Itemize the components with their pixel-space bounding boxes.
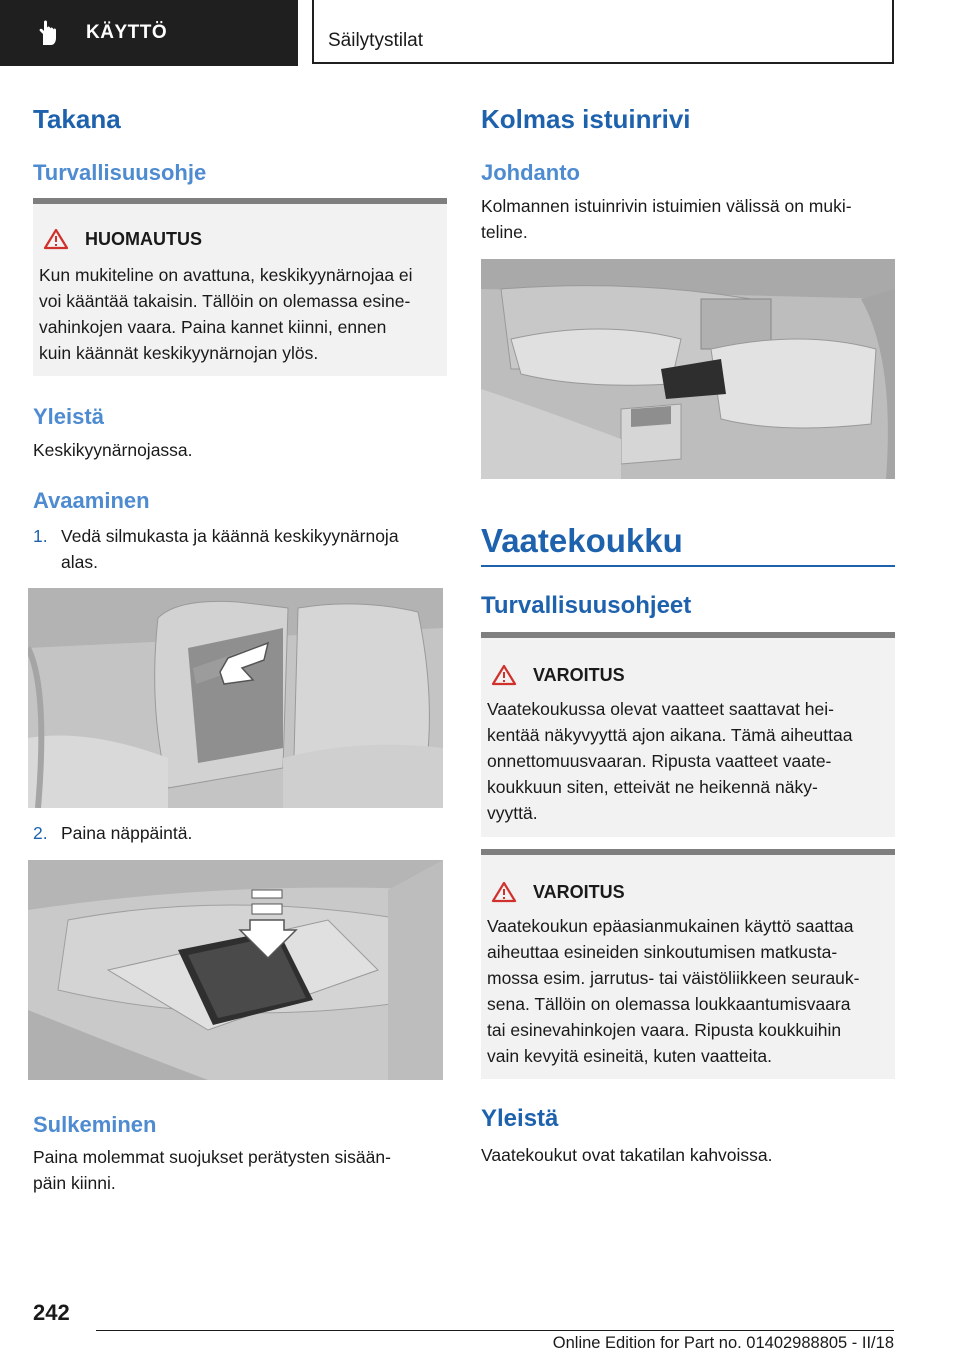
left-general-text: Keskikyynärnojassa. — [33, 440, 193, 460]
notice-title — [43, 228, 202, 250]
warning-line: kentää näkyvyyttä ajon aikana. Tämä aiheuttaa — [487, 725, 853, 745]
notice-line: voi kääntää takaisin. Tällöin on olemassa esine- — [39, 291, 411, 311]
left-title: Takana — [33, 104, 121, 134]
cupholder-button-figure — [28, 860, 443, 1080]
notice-box — [33, 198, 447, 376]
step-line: Vedä silmukasta ja käännä keskikyynärnoja — [61, 526, 399, 546]
warning-line: Vaatekoukussa olevat vaatteet saattavat hei- — [487, 699, 834, 719]
closing-line: Paina molemmat suojukset perätysten sisään- — [33, 1147, 391, 1167]
notice-text — [39, 262, 447, 366]
right-general-heading: Yleistä — [481, 1105, 559, 1132]
warning-title — [491, 881, 625, 903]
step-number: 1. — [33, 526, 48, 546]
third-row-figure — [481, 259, 895, 479]
big-title: Vaatekoukku — [481, 522, 683, 559]
header-chapter-tab — [312, 0, 894, 64]
warning-label: VAROITUS — [533, 881, 625, 902]
intro-line: teline. — [481, 222, 528, 242]
warning-line: koukkuun siten, etteivät ne heikennä näky- — [487, 777, 818, 797]
right-safety-heading: Turvallisuusohjeet — [481, 592, 692, 619]
header-section-tab — [0, 0, 298, 66]
header-section-label: KÄYTTÖ — [86, 22, 168, 43]
left-safety-heading: Turvallisuusohje — [33, 160, 207, 185]
notice-line: vahinkojen vaara. Paina kannet kiinni, ennen — [39, 317, 387, 337]
warning-triangle-icon — [491, 664, 517, 686]
closing-line: päin kiinni. — [33, 1173, 116, 1193]
opening-heading: Avaaminen — [33, 488, 150, 513]
warning-line: aiheuttaa esineiden sinkoutumisen matkusta- — [487, 942, 838, 962]
warning-line: vain kevyitä esineitä, kuten vaatteita. — [487, 1046, 773, 1066]
hand-pointer-icon — [34, 18, 64, 48]
warning-box-1 — [481, 632, 895, 837]
footer-edition: Online Edition for Part no. 01402988805 - II/18 — [552, 1334, 894, 1352]
right-title: Kolmas istuinrivi — [481, 104, 691, 134]
step-line: alas. — [61, 552, 98, 572]
warning-triangle-icon — [43, 228, 69, 250]
notice-line: kuin käännät keskikyynärnojan ylös. — [39, 343, 319, 363]
intro-heading: Johdanto — [481, 160, 580, 185]
header-chapter-label: Säilytystilat — [328, 30, 424, 51]
warning-line: vyyttä. — [487, 803, 538, 823]
warning-title — [491, 664, 625, 686]
warning-line: tai esinevahinkojen vaara. Ripusta koukkuihin — [487, 1020, 842, 1040]
warning-triangle-icon — [491, 881, 517, 903]
right-general-text: Vaatekoukut ovat takatilan kahvoissa. — [481, 1145, 773, 1165]
warning-label: VAROITUS — [533, 664, 625, 685]
warning-text — [487, 696, 895, 826]
closing-heading: Sulkeminen — [33, 1112, 157, 1137]
armrest-fold-figure — [28, 588, 443, 808]
armrest-fold-illustration — [28, 588, 443, 808]
page-number: 242 — [33, 1300, 70, 1325]
warning-text — [487, 913, 895, 1069]
notice-line: Kun mukiteline on avattuna, keskikyynärnojaa ei — [39, 265, 413, 285]
footer-rule — [96, 1330, 894, 1331]
title-rule — [481, 565, 895, 567]
warning-box-2 — [481, 849, 895, 1079]
step-number: 2. — [33, 823, 48, 843]
intro-text — [481, 193, 895, 245]
left-general-heading: Yleistä — [33, 404, 104, 429]
notice-label: HUOMAUTUS — [85, 228, 202, 249]
cupholder-button-illustration — [28, 860, 443, 1080]
warning-line: sena. Tällöin on olemassa loukkaantumisvaara — [487, 994, 851, 1014]
step-line: Paina näppäintä. — [61, 823, 193, 843]
third-row-illustration — [481, 259, 895, 479]
warning-line: onnettomuusvaaran. Ripusta vaatteet vaate- — [487, 751, 832, 771]
intro-line: Kolmannen istuinrivin istuimien välissä on muki- — [481, 196, 852, 216]
warning-line: mossa esim. jarrutus- tai väistöliikkeen seurauk- — [487, 968, 860, 988]
warning-line: Vaatekoukun epäasianmukainen käyttö saattaa — [487, 916, 854, 936]
closing-text — [33, 1144, 447, 1196]
